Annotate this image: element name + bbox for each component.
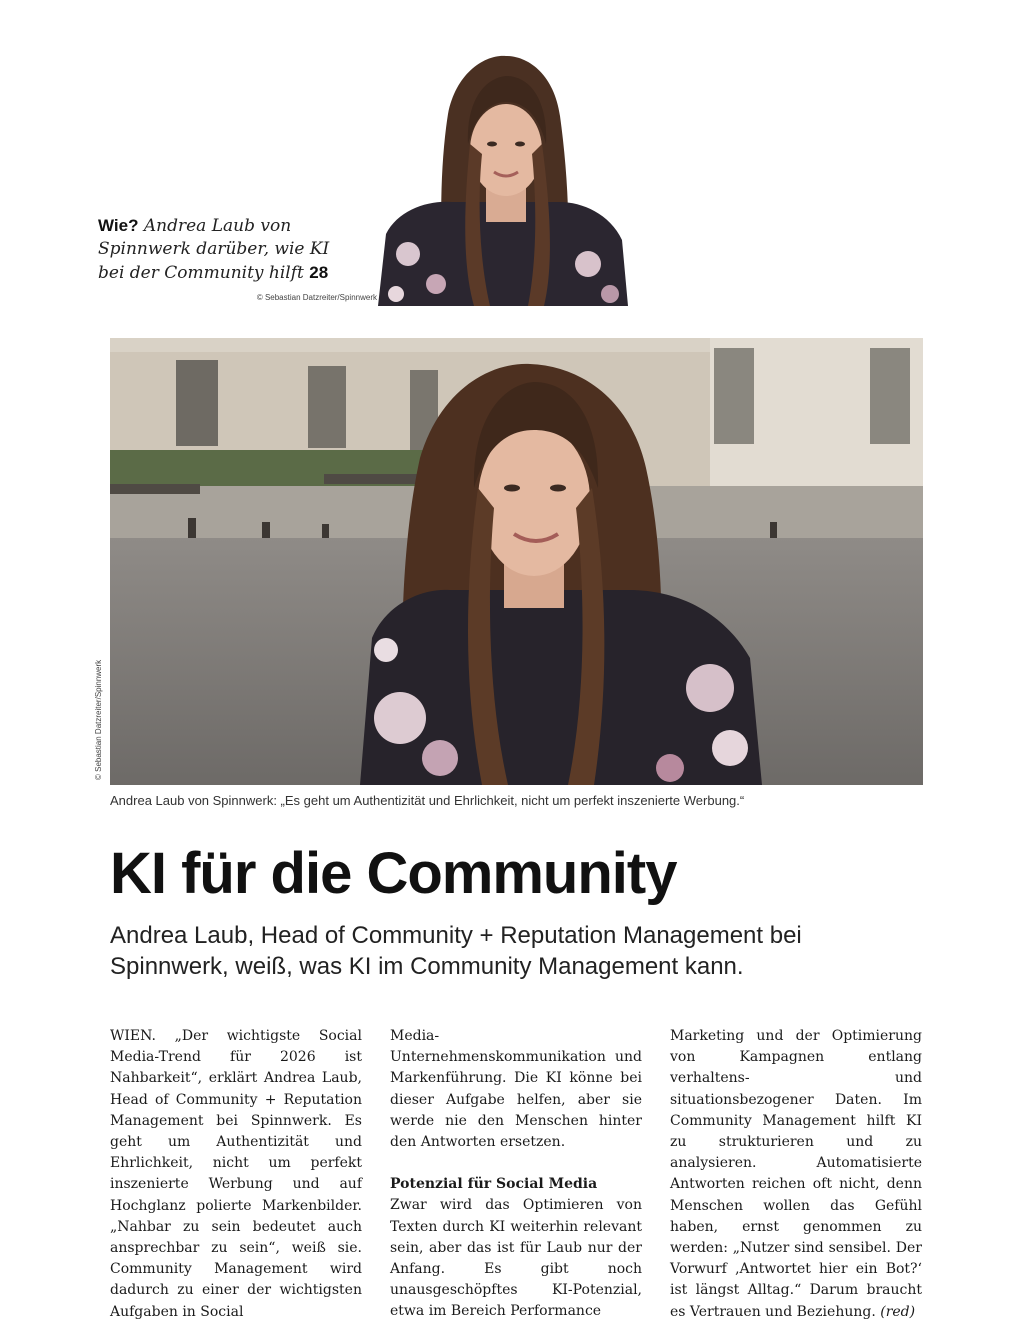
section-subheading: Potenzial für Social Media [390, 1176, 598, 1193]
teaser-text [98, 214, 358, 285]
author-signature: (red) [880, 1303, 916, 1320]
article-subhead: Andrea Laub, Head of Community + Reputation Management bei Spinnwerk, weiß, was KI im Community Management kann. [110, 922, 802, 980]
teaser-lead: Wie? [98, 216, 139, 235]
column-3-body: Marketing und der Optimierung von Kampagnen entlang verhaltens- und situationsbezogener Daten. Im Community Management hilft KI zu strukturieren und zu analysieren. Automatisierte Antworten reichen oft nicht, denn Menschen wollen das Gefühl haben, ernst genommen zu werden: „Nutzer sind sensibel. Der Vorwurf ‚Antwortet hier ein Bot?‘ ist längst Alltag.“ Darum braucht es Vertrauen und Beziehung. [670, 1028, 922, 1320]
teaser-page-number: 28 [309, 263, 329, 282]
teaser-description: Andrea Laub von Spinnwerk darüber, wie KI bei der Community hilft [98, 216, 330, 283]
article-column-2 [390, 1026, 642, 1323]
photo-caption: Andrea Laub von Spinnwerk: „Es geht um Authentizität und Ehrlichkeit, nicht um perfekt inszenierte Werbung.“ [110, 793, 745, 808]
column-2-text: Media-Unternehmenskommunikation und Markenführung. Die KI könne bei dieser Aufgabe helfen, aber sie werde nie den Menschen hinter den Antworten ersetzen. [390, 1028, 642, 1151]
main-photo-credit: © Sebastian Datzreiter/Spinnwerk [94, 659, 103, 780]
column-3-text [670, 1026, 922, 1323]
column-1-text: WIEN. „Der wichtigste Social Media-Trend für 2026 ist Nahbarkeit“, erklärt Andrea Laub, Head of Community + Reputation Management bei Spinnwerk. Es geht um Authentizität und Ehrlichkeit, nicht um perfekt inszenierte Werbung und auf Hochglanz polierte Markenbilder. „Nahbar zu sein bedeutet auch ansprechbar zu sein“, weiß sie. Community Management wird dadurch zu einer der wichtigsten Aufgaben in Social [110, 1028, 362, 1320]
article-headline: KI für die Community [110, 841, 677, 906]
teaser-photo-credit: © Sebastian Datzreiter/Spinnwerk [256, 293, 377, 302]
article-column-3 [670, 1026, 922, 1323]
main-portrait-photo [110, 338, 923, 785]
column-2-continued-text: Zwar wird das Optimieren von Texten durch KI weiterhin relevant sein, aber das ist für Laub nur der Anfang. Es gibt noch unausgeschöpftes KI-Potenzial, etwa im Bereich Performance [390, 1197, 642, 1320]
teaser-portrait-photo [378, 44, 628, 306]
article-column-1 [110, 1026, 362, 1323]
